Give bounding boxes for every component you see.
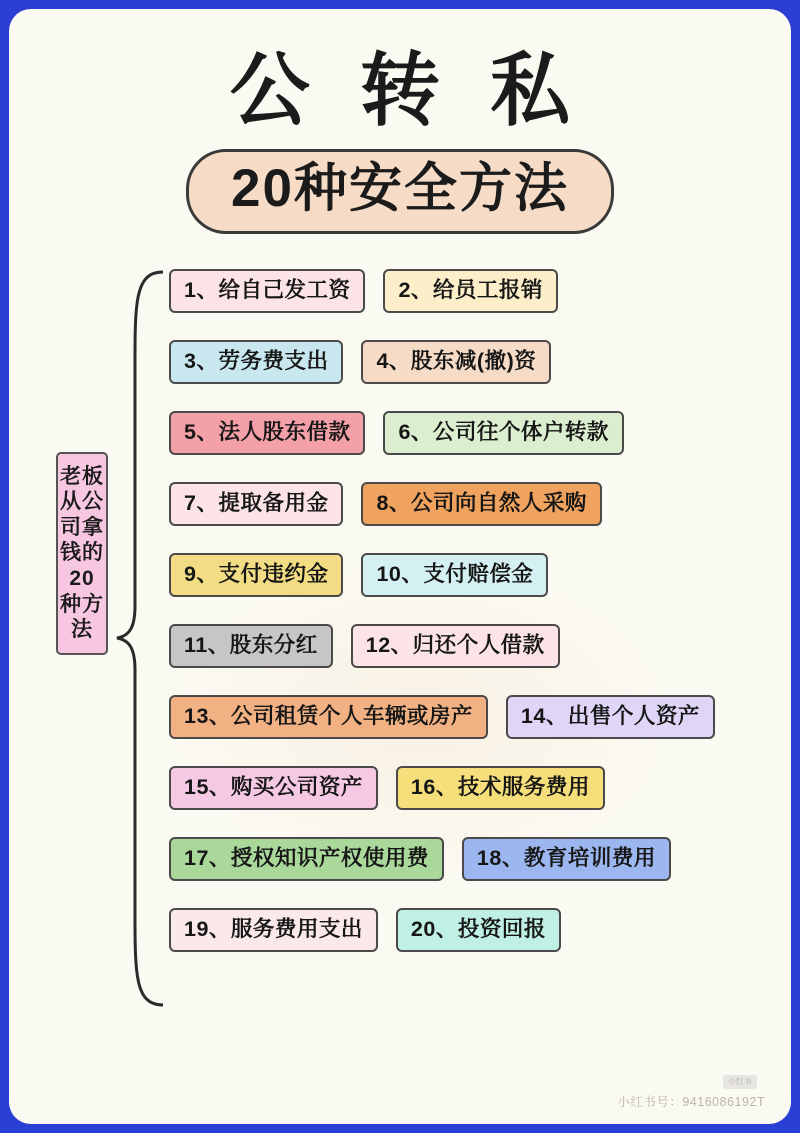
method-chip[interactable]: 12、归还个人借款	[351, 624, 560, 668]
method-chip[interactable]: 20、投资回报	[396, 908, 561, 952]
method-chip[interactable]: 18、教育培训费用	[462, 837, 671, 881]
method-chip[interactable]: 19、服务费用支出	[169, 908, 378, 952]
method-chip[interactable]: 3、劳务费支出	[169, 340, 343, 384]
method-chip[interactable]: 9、支付违约金	[169, 553, 343, 597]
method-chip[interactable]: 6、公司往个体户转款	[383, 411, 623, 455]
subtitle-container	[9, 149, 791, 234]
method-chip[interactable]: 5、法人股东借款	[169, 411, 365, 455]
watermark-badge: 小红书	[723, 1075, 757, 1089]
method-chip[interactable]: 14、出售个人资产	[506, 695, 715, 739]
method-chip[interactable]: 1、给自己发工资	[169, 269, 365, 313]
method-chip[interactable]: 7、提取备用金	[169, 482, 343, 526]
method-row	[169, 824, 781, 895]
method-row	[169, 895, 781, 966]
method-row	[169, 682, 781, 753]
method-row	[169, 256, 781, 327]
method-rows	[169, 256, 781, 966]
method-row	[169, 469, 781, 540]
diagram	[9, 256, 791, 1036]
method-row	[169, 327, 781, 398]
brace-icon	[113, 266, 169, 1011]
method-chip[interactable]: 11、股东分红	[169, 624, 333, 668]
method-chip[interactable]: 4、股东减(撤)资	[361, 340, 551, 384]
method-row	[169, 611, 781, 682]
watermark-text: 小红书号：9416086192T	[617, 1095, 765, 1109]
page-subtitle: 20种安全方法	[186, 149, 614, 234]
method-row	[169, 540, 781, 611]
method-chip[interactable]: 13、公司租赁个人车辆或房产	[169, 695, 488, 739]
method-chip[interactable]: 15、购买公司资产	[169, 766, 378, 810]
page-title: 公 转 私	[229, 46, 585, 135]
category-label: 老板从公司拿钱的20种方法	[56, 452, 108, 655]
poster-card	[9, 9, 791, 1124]
method-chip[interactable]: 10、支付赔偿金	[361, 553, 548, 597]
method-row	[169, 753, 781, 824]
method-chip[interactable]: 17、授权知识产权使用费	[169, 837, 444, 881]
method-chip[interactable]: 16、技术服务费用	[396, 766, 605, 810]
method-row	[169, 398, 781, 469]
method-chip[interactable]: 2、给员工报销	[383, 269, 557, 313]
method-chip[interactable]: 8、公司向自然人采购	[361, 482, 601, 526]
